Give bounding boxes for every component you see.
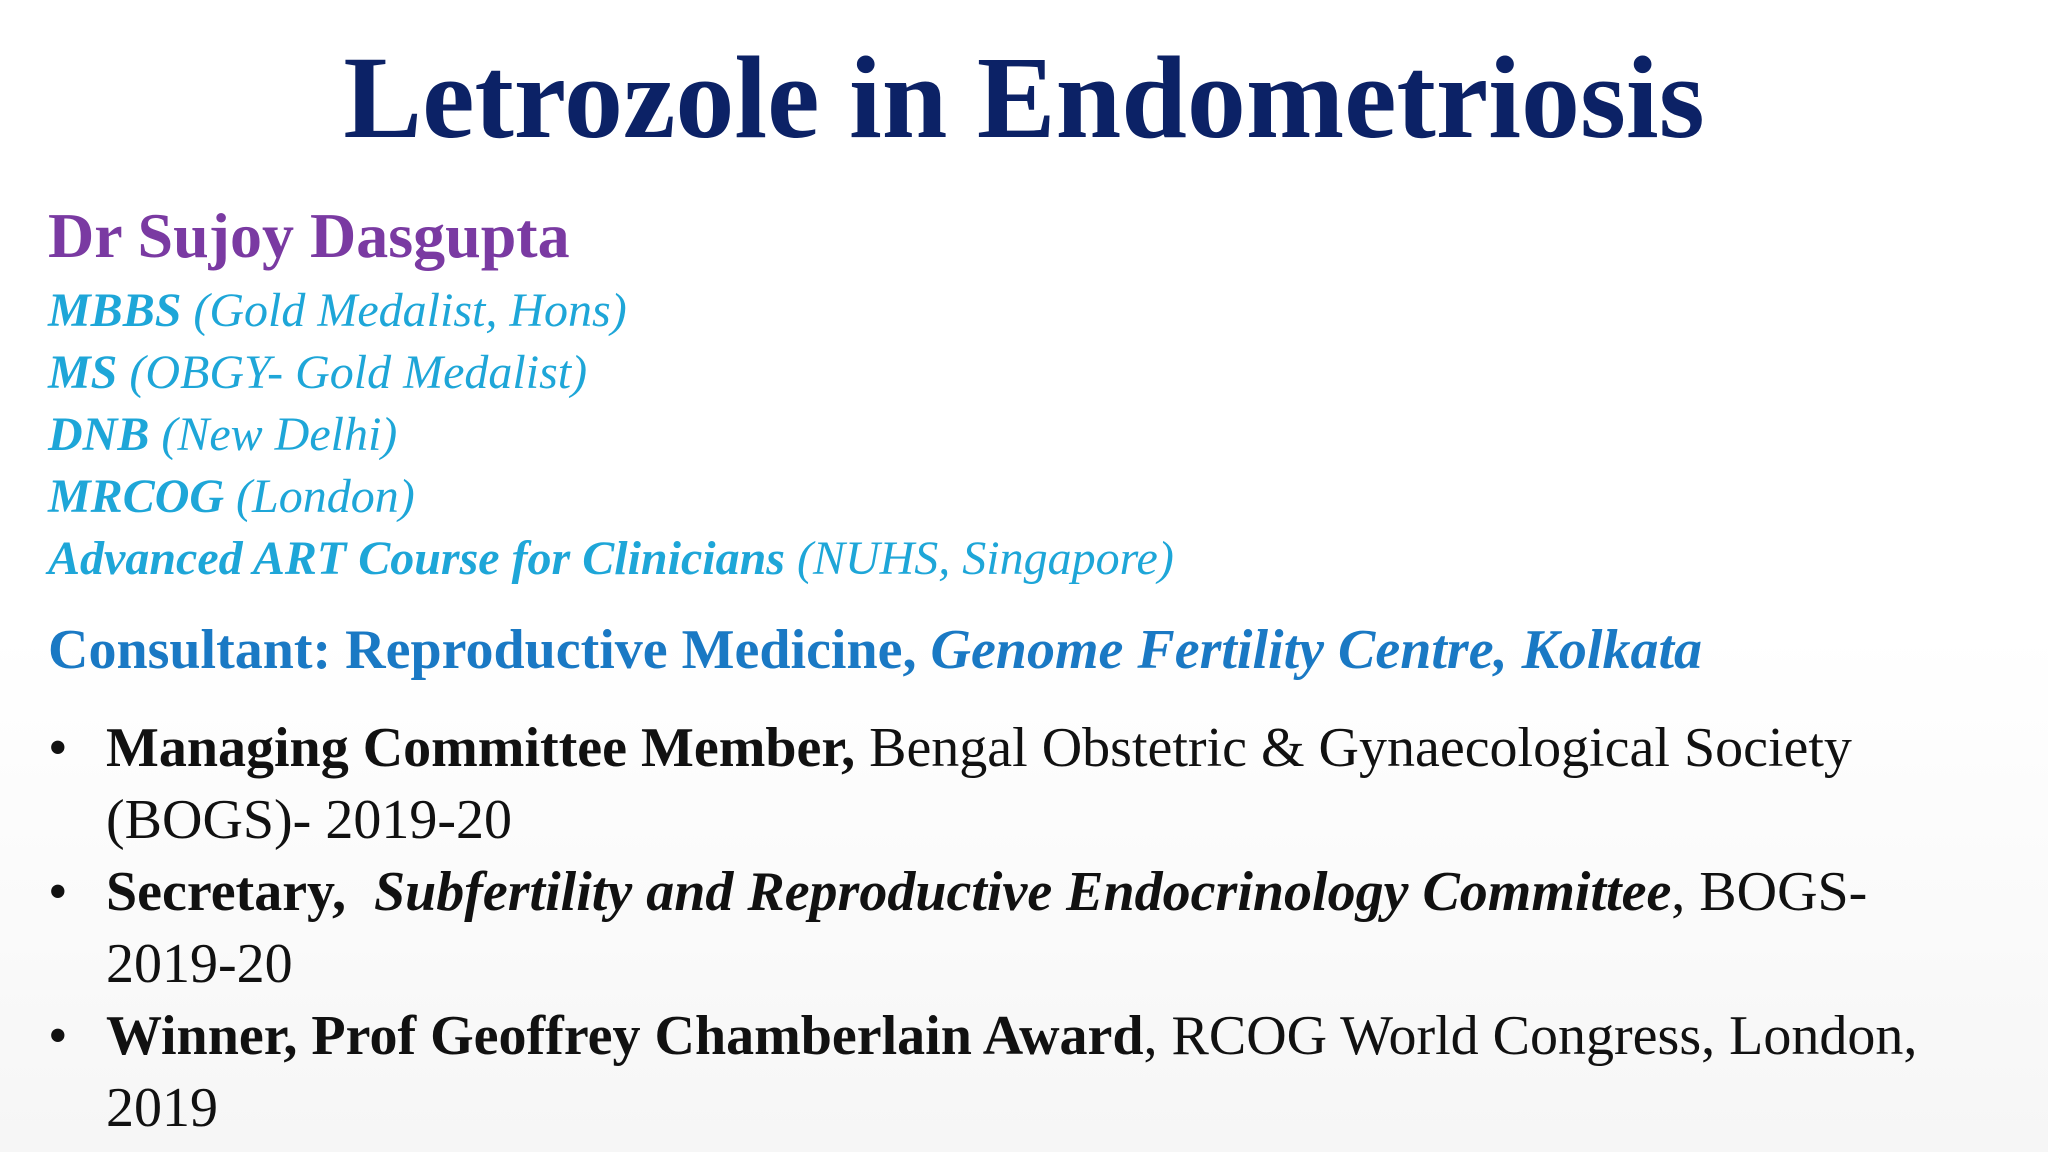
achievement-item (48, 1000, 2008, 1144)
qualification-degree: MS (48, 346, 118, 399)
achievements-list (48, 712, 2008, 1144)
qualification-detail: (NUHS, Singapore) (784, 532, 1174, 585)
achievement-committee: Subfertility and Reproductive Endocrinology Committee (373, 861, 1672, 923)
achievement-title: Winner, Prof Geoffrey Chamberlain Award (106, 1005, 1144, 1067)
qualification-item (48, 528, 1174, 590)
consultant-line (48, 614, 1702, 686)
qualification-item (48, 280, 1174, 342)
qualification-item (48, 404, 1174, 466)
qualification-degree: Advanced ART Course for Clinicians (48, 532, 785, 585)
achievement-detail: , RCOG World Congress, London, 2019 (106, 1005, 1918, 1139)
bullet-glyph: • (48, 861, 68, 923)
achievement-title: Secretary, (106, 861, 346, 923)
qualification-degree: MBBS (48, 284, 182, 337)
qualifications-list (48, 280, 1174, 590)
achievement-item (48, 712, 2008, 856)
bullet-glyph: • (48, 717, 68, 779)
achievement-item (48, 856, 2008, 1000)
consultant-role: Consultant: Reproductive Medicine, (48, 619, 931, 681)
consultant-place: Genome Fertility Centre, Kolkata (930, 619, 1703, 681)
achievement-detail: , BOGS- 2019-20 (106, 861, 1868, 995)
bullet-glyph: • (48, 1005, 68, 1067)
slide-title: Letrozole in Endometriosis (343, 32, 1705, 163)
qualification-degree: MRCOG (48, 470, 225, 523)
qualification-degree: DNB (48, 408, 150, 461)
presenter-name: Dr Sujoy Dasgupta (48, 200, 570, 271)
qualification-item (48, 342, 1174, 404)
achievement-detail: Bengal Obstetric & Gynaecological Society (BOGS)- 2019-20 (106, 717, 1852, 851)
qualification-detail: (London) (224, 470, 415, 523)
qualification-item (48, 466, 1174, 528)
qualification-detail: (OBGY- Gold Medalist) (117, 346, 588, 399)
achievement-title: Managing Committee Member, (106, 717, 856, 779)
qualification-detail: (Gold Medalist, Hons) (181, 284, 627, 337)
qualification-detail: (New Delhi) (149, 408, 398, 461)
